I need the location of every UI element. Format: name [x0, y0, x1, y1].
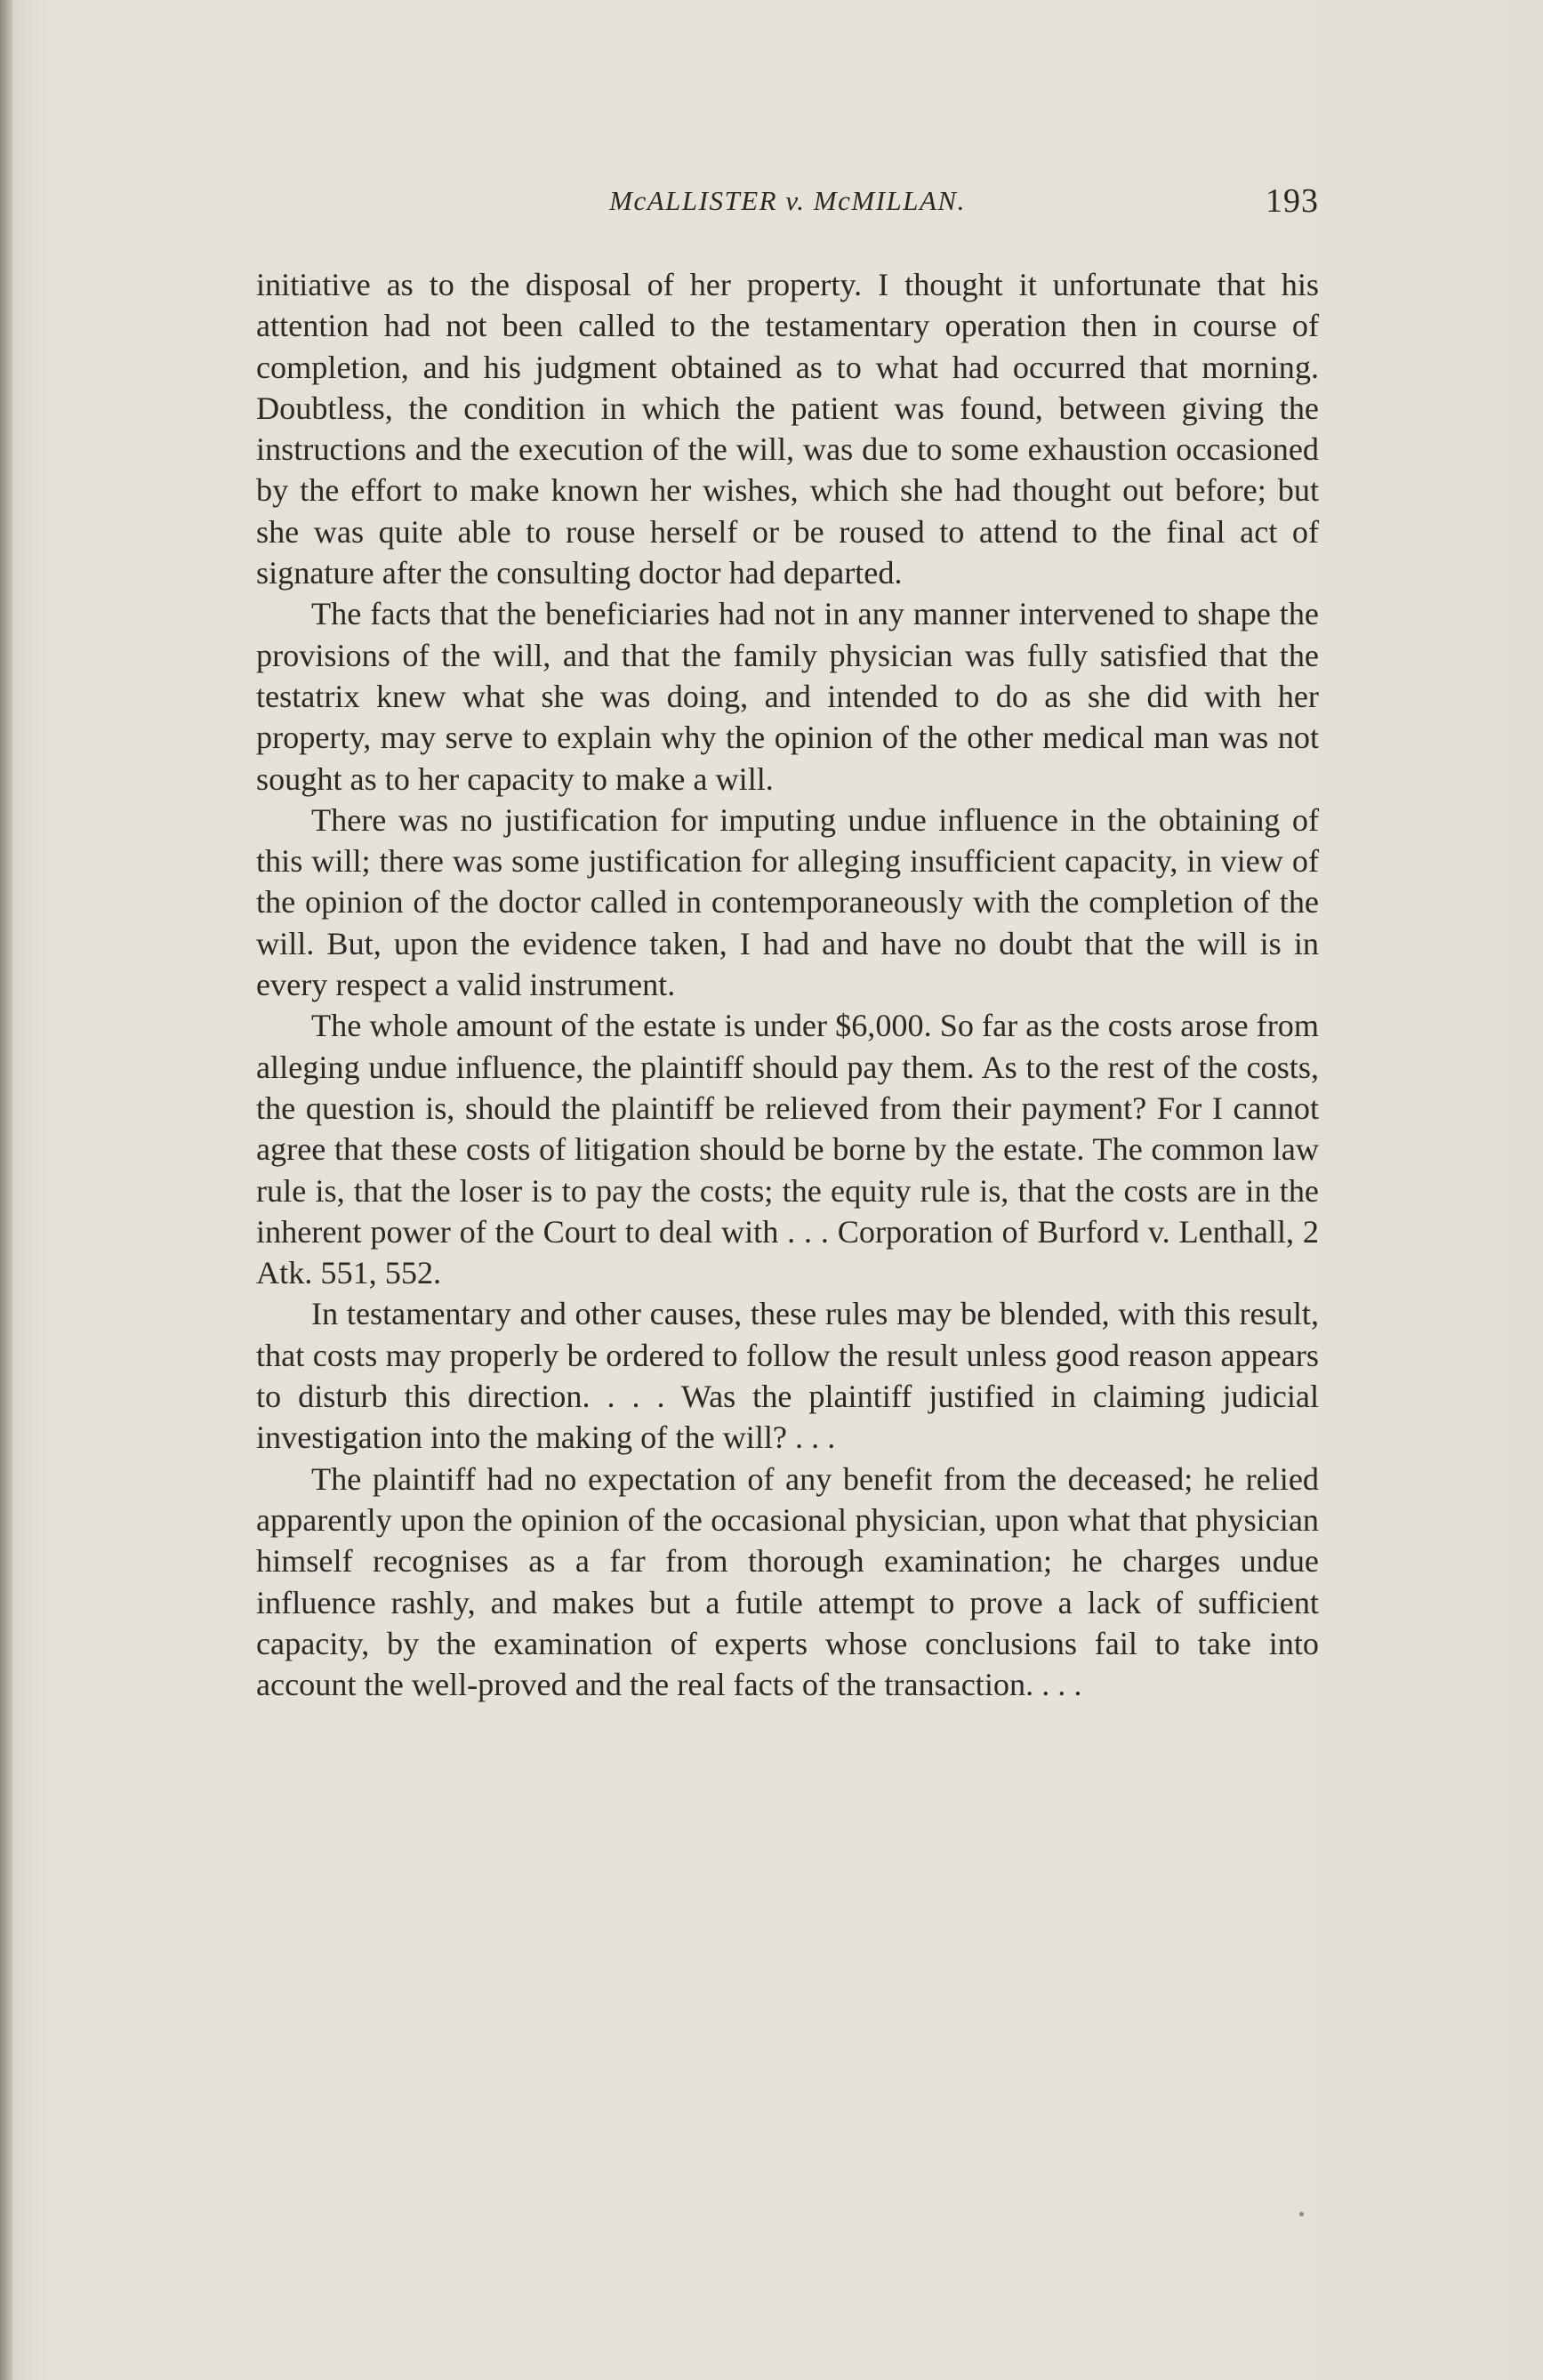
running-header: [256, 182, 1319, 229]
body-text: [256, 264, 1319, 1705]
page-number: 193: [1266, 182, 1319, 220]
paragraph-3: There was no justification for imputing undue influence in the obtaining of this will; there was some justification for alleging insufficient capacity, in view of the opinion of the doctor called in contemporaneously with the completion of the will. But, upon the evidence taken, I had and have no doubt that the will is in every respect a valid instrument.: [256, 801, 1319, 1003]
paragraph-1: initiative as to the disposal of her property. I thought it unfortunate that his attention had not been called to the testamentary operation then in course of completion, and his judgment obtained as to what had occurred that morning. Doubtless, the condition in which the patient was found, between giving the instructions and the execution of the will, was due to some exhaustion occasioned by the effort to make known her wishes, which she had thought out before; but she was quite able to rouse herself or be roused to attend to the final act of signature after the consulting doctor had departed.: [256, 267, 1319, 591]
paragraph-5: In testamentary and other causes, these rules may be blended, with this result, that costs may properly be ordered to follow the result unless good reason appears to disturb this direction. . . . Was the plaintiff justified in claiming judicial investigation into the making of the will? . . .: [256, 1296, 1319, 1456]
paragraph-4: The whole amount of the estate is under $6,000. So far as the costs arose from alleging undue influence, the plaintiff should pay them. As to the rest of the costs, the question is, should the plaintiff be relieved from their payment? For I cannot agree that these costs of litigation should be borne by the estate. The common law rule is, that the loser is to pay the costs; the equity rule is, that the costs are in the inherent power of the Court to deal with . . . Corporation of Burford v. Lenthall, 2 Atk. 551, 552.: [256, 1008, 1319, 1291]
paragraph-2: The facts that the beneficiaries had not in any manner intervened to shape the provisions of the will, and that the family physician was fully satisfied that the testatrix knew what she was doing, and intended to do as she did with her property, may serve to explain why the opinion of the other medical man was not sought as to her capacity to make a will.: [256, 596, 1319, 797]
page-gutter-shadow: [0, 0, 12, 2380]
running-title: McALLISTER v. McMILLAN.: [609, 185, 966, 216]
ink-speck: [1299, 2212, 1304, 2216]
paragraph-6: The plaintiff had no expectation of any benefit from the deceased; he relied apparently upon the opinion of the occasional physician, upon what that physician himself recognises as a far from thorough examination; he charges undue influence rashly, and makes but a futile attempt to prove a lack of sufficient capacity, by the examination of experts whose conclusions fail to take into account the well-proved and the real facts of the transaction. . . .: [256, 1460, 1319, 1703]
